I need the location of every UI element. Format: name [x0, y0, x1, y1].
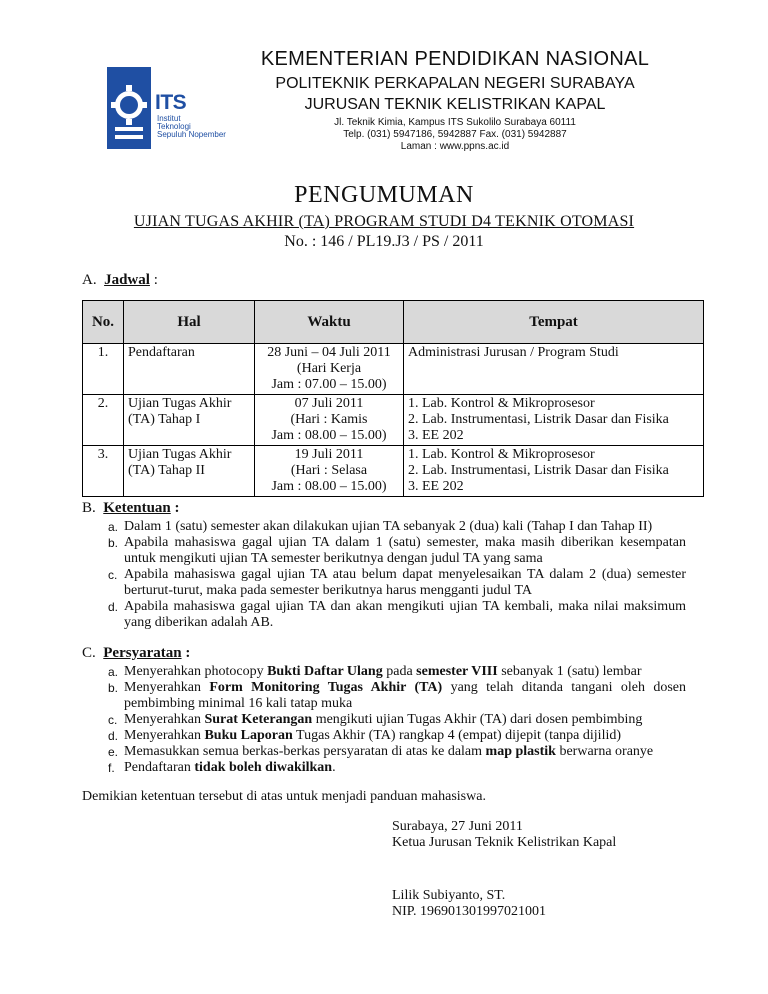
list-item: b. Apabila mahasiswa gagal ujian TA dalam 1 (satu) semester, maka masih diberikan kesempatan untuk mengikuti ujian TA semester berikutnya dengan judul TA yang sama: [108, 535, 686, 566]
list-item: f. Pendaftaran tidak boleh diwakilkan.: [108, 760, 336, 775]
col-header-no: No.: [83, 301, 124, 344]
document-number: No. : 146 / PL19.J3 / PS / 2011: [284, 233, 484, 250]
table-row: 2. Ujian Tugas Akhir (TA) Tahap I 07 Juli 2011 (Hari : Kamis Jam : 08.00 – 15.00) 1. Lab. Kontrol & Mikroprosesor 2. Lab. Instrumentasi, Listrik Dasar dan Fisika 3. EE 202: [83, 395, 704, 446]
section-a-heading: A. Jadwal :: [82, 272, 158, 288]
institution-name: POLITEKNIK PERKAPALAN NEGERI SURABAYA: [275, 75, 635, 92]
list-item: a. Dalam 1 (satu) semester akan dilakukan ujian TA sebanyak 2 (dua) kali (Tahap I dan Tahap II): [108, 519, 653, 534]
schedule-table: [82, 300, 704, 497]
persyaratan-list: [108, 664, 686, 776]
page-subtitle: UJIAN TUGAS AKHIR (TA) PROGRAM STUDI D4 TEKNIK OTOMASI: [133, 213, 635, 230]
signer-identity: [392, 888, 546, 920]
list-item: c. Menyerahkan Surat Keterangan mengikuti ujian Tugas Akhir (TA) dari dosen pembimbing: [108, 712, 643, 727]
col-header-hal: Hal: [124, 301, 255, 344]
address: Jl. Teknik Kimia, Kampus ITS Sukolilo Surabaya 60111: [334, 117, 576, 128]
phone-fax: Telp. (031) 5947186, 5942887 Fax. (031) 5942887: [343, 129, 567, 140]
page-title: PENGUMUMAN: [294, 182, 474, 208]
col-header-waktu: Waktu: [255, 301, 404, 344]
section-b-heading: B. Ketentuan :: [82, 500, 180, 516]
place-date: Surabaya, 27 Juni 2011: [392, 819, 523, 834]
list-item: b. Menyerahkan Form Monitoring Tugas Akhir (TA) yang telah ditanda tangani oleh dosen pembimbing minimal 16 kali tatap muka: [108, 680, 686, 711]
table-row: 3. Ujian Tugas Akhir (TA) Tahap II 19 Juli 2011 (Hari : Selasa Jam : 08.00 – 15.00) 1. Lab. Kontrol & Mikroprosesor 2. Lab. Instrumentasi, Listrik Dasar dan Fisika 3. EE 202: [83, 446, 704, 497]
section-c-heading: C. Persyaratan :: [82, 645, 191, 661]
signer-nip: NIP. 196901301997021001: [392, 904, 547, 919]
signer-position: Ketua Jurusan Teknik Kelistrikan Kapal: [392, 835, 617, 850]
list-item: d. Menyerahkan Buku Laporan Tugas Akhir (TA) rangkap 4 (empat) dijepit (tanpa dijilid): [108, 728, 622, 743]
department-name: JURUSAN TEKNIK KELISTRIKAN KAPAL: [304, 96, 606, 113]
ketentuan-list: [108, 519, 686, 631]
list-item: c. Apabila mahasiswa gagal ujian TA atau belum dapat menyelesaikan TA dalam 2 (dua) semester berturut-turut, maka pada semester berikutnya harus mengganti judul TA: [108, 567, 686, 598]
table-row: 1. Pendaftaran 28 Juni – 04 Juli 2011 (Hari Kerja Jam : 07.00 – 15.00) Administrasi Jurusan / Program Studi: [83, 344, 704, 395]
table-header-row: [83, 301, 704, 344]
col-header-tempat: Tempat: [404, 301, 704, 344]
contact-block: [220, 117, 690, 153]
list-item: e. Memasukkan semua berkas-berkas persyaratan di atas ke dalam map plastik berwarna oranye: [108, 744, 654, 759]
list-item: d. Apabila mahasiswa gagal ujian TA dan akan mengikuti ujian TA kembali, maka nilai maksimum yang diberikan adalah AB.: [108, 599, 686, 630]
signature-block: [392, 819, 616, 851]
logo-subtitle: Institut Teknologi Sepuluh Nopember: [157, 114, 226, 139]
website: Laman : www.ppns.ac.id: [400, 141, 510, 152]
list-item: a. Menyerahkan photocopy Bukti Daftar Ulang pada semester VIII sebanyak 1 (satu) lembar: [108, 664, 642, 679]
signer-name: Lilik Subiyanto, ST.: [392, 888, 506, 903]
closing-statement: Demikian ketentuan tersebut di atas untuk menjadi panduan mahasiswa.: [82, 789, 486, 804]
ministry-name: KEMENTERIAN PENDIDIKAN NASIONAL: [260, 48, 650, 70]
logo-text: ITS: [155, 91, 187, 114]
